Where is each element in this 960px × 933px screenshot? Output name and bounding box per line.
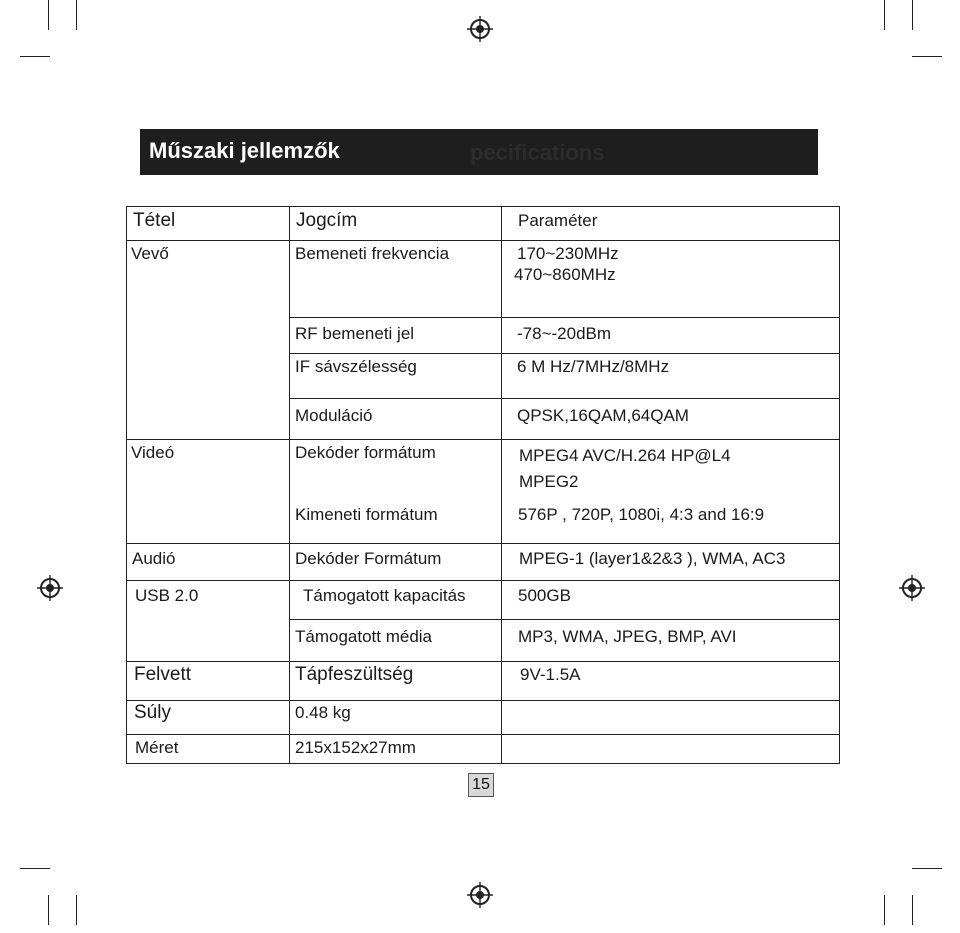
table-row	[127, 701, 840, 735]
row-category: Felvett	[134, 664, 192, 685]
row-value: 6 M Hz/7MHz/8MHz	[517, 357, 670, 376]
page-number: 15	[468, 773, 494, 797]
row-value	[502, 701, 839, 703]
crop-mark	[76, 895, 77, 925]
row-name: Dekóder Formátum	[295, 549, 442, 568]
row-category	[127, 501, 289, 503]
table-row	[127, 354, 840, 399]
row-name: IF sávszélesség	[295, 357, 417, 376]
crop-mark	[912, 0, 913, 30]
row-category: Vevő	[131, 244, 169, 263]
row-value: 500GB	[518, 586, 571, 605]
crop-mark	[48, 895, 49, 925]
row-value: MPEG4 AVC/H.264 HP@L4	[519, 446, 731, 465]
row-category: Méret	[135, 738, 179, 757]
table-row	[127, 241, 840, 318]
crop-mark	[884, 895, 885, 925]
row-category: USB 2.0	[135, 586, 199, 605]
row-name: Bemeneti frekvencia	[295, 244, 450, 263]
spec-table	[126, 206, 840, 764]
row-name: RF bemeneti jel	[295, 324, 415, 343]
row-name: Moduláció	[295, 406, 373, 425]
row-value: QPSK,16QAM,64QAM	[517, 406, 689, 425]
registration-mark-icon	[467, 882, 493, 908]
row-value: -78~-20dBm	[517, 324, 612, 343]
crop-mark	[912, 56, 942, 57]
crop-mark	[20, 56, 50, 57]
registration-mark-icon	[899, 575, 925, 601]
crop-mark	[48, 0, 49, 30]
crop-mark	[912, 895, 913, 925]
header-item: Tétel	[133, 210, 176, 231]
row-value: MPEG-1 (layer1&2&3 ), WMA, AC3	[519, 549, 786, 568]
section-title-bar	[140, 129, 818, 175]
table-row	[127, 440, 840, 501]
table-row	[127, 735, 840, 764]
registration-mark-icon	[37, 575, 63, 601]
crop-mark	[912, 868, 942, 869]
header-name: Jogcím	[296, 210, 358, 231]
table-row	[127, 544, 840, 581]
title-ghost-text: pecifications	[470, 140, 605, 165]
registration-mark-icon	[467, 16, 493, 42]
row-name: Támogatott média	[295, 627, 433, 646]
row-category	[127, 620, 289, 622]
table-row	[127, 318, 840, 354]
row-value: 470~860MHz	[514, 265, 616, 284]
row-name: 215x152x27mm	[295, 738, 416, 757]
row-category	[127, 354, 289, 356]
row-category	[127, 399, 289, 401]
crop-mark	[76, 0, 77, 30]
row-value: 170~230MHz	[517, 244, 619, 263]
table-row	[127, 399, 840, 440]
row-value: 576P , 720P, 1080i, 4:3 and 16:9	[518, 504, 765, 524]
table-row	[127, 501, 840, 544]
table-header-row	[127, 207, 840, 241]
row-category	[127, 318, 289, 320]
header-parameter: Paraméter	[518, 211, 598, 230]
row-value: 9V-1.5A	[520, 665, 581, 684]
row-value	[502, 735, 839, 737]
row-name: 0.48 kg	[295, 703, 351, 722]
row-value: MP3, WMA, JPEG, BMP, AVI	[518, 627, 737, 646]
row-value: MPEG2	[519, 472, 579, 491]
crop-mark	[884, 0, 885, 30]
table-row	[127, 620, 840, 662]
table-row	[127, 581, 840, 620]
crop-mark	[20, 868, 50, 869]
row-name: Kimeneti formátum	[295, 504, 438, 524]
row-category: Audió	[132, 549, 176, 568]
row-name: Támogatott kapacitás	[303, 586, 466, 605]
page-title: Műszaki jellemzők	[149, 138, 340, 163]
row-name: Dekóder formátum	[295, 443, 436, 462]
row-name: Tápfeszültség	[295, 664, 414, 685]
table-row	[127, 662, 840, 701]
row-category: Súly	[134, 702, 171, 723]
row-category: Videó	[131, 443, 175, 462]
